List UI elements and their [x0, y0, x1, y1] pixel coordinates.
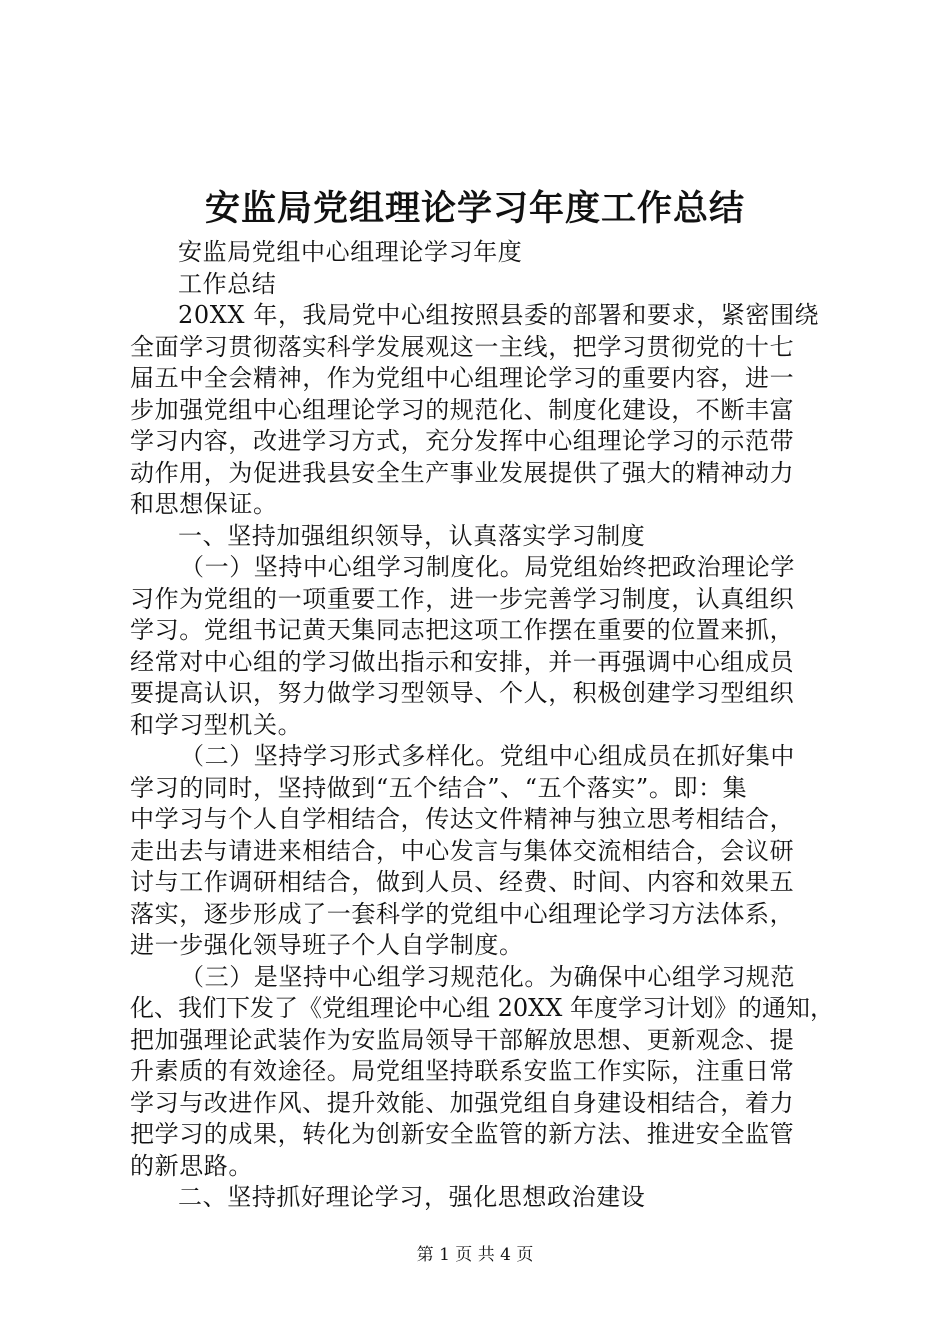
paragraph-line: 学习。党组书记黄天集同志把这项工作摆在重要的位置来抓， [130, 616, 795, 644]
paragraph-line: 把加强理论武装作为安监局领导干部解放思想、更新观念、提 [130, 1025, 795, 1054]
paragraph-line: 步加强党组中心组理论学习的规范化、制度化建设，不断丰富 [130, 395, 795, 424]
paragraph-line: （一）坚持中心组学习制度化。局党组始终把政治理论学 [180, 553, 795, 581]
paragraph-line: 落实，逐步形成了一套科学的党组中心组理论学习方法体系， [130, 899, 795, 928]
paragraph-line: 学习内容，改进学习方式，充分发挥中心组理论学习的示范带 [130, 427, 795, 455]
paragraph-line: 把学习的成果，转化为创新安全监管的新方法、推进安全监管 [130, 1120, 795, 1148]
paragraph-line: 动作用，为促进我县安全生产事业发展提供了强大的精神动力 [130, 458, 795, 487]
subtitle-line: 安监局党组中心组理论学习年度 [178, 238, 523, 266]
paragraph-line: 化、我们下发了《党组理论中心组 20XX 年度学习计划》的通知， [130, 994, 834, 1022]
section-heading: 一、坚持加强组织领导，认真落实学习制度 [178, 521, 646, 550]
paragraph-line: 升素质的有效途径。局党组坚持联系安监工作实际，注重日常 [130, 1057, 795, 1085]
paragraph-line: 20XX 年，我局党中心组按照县委的部署和要求，紧密围绕 [178, 301, 820, 329]
paragraph-line: 和思想保证。 [130, 490, 278, 518]
document-body [130, 237, 834, 1214]
paragraph-line: 全面学习贯彻落实科学发展观这一主线，把学习贯彻党的十七 [130, 332, 795, 361]
subtitle-line: 工作总结 [178, 269, 277, 298]
paragraph-line: 进一步强化领导班子个人自学制度。 [130, 931, 524, 959]
paragraph-line: （二）坚持学习形式多样化。党组中心组成员在抓好集中 [180, 742, 795, 770]
paragraph-line: 经常对中心组的学习做出指示和安排，并一再强调中心组成员 [130, 647, 795, 676]
paragraph-line: （三）是坚持中心组学习规范化。为确保中心组学习规范 [180, 962, 795, 991]
paragraph-line: 和学习型机关。 [130, 710, 303, 739]
paragraph-line: 走出去与请进来相结合，中心发言与集体交流相结合，会议研 [130, 836, 795, 865]
page-number-footer: 第 1 页 共 4 页 [416, 1245, 534, 1265]
paragraph-line: 届五中全会精神，作为党组中心组理论学习的重要内容，进一 [130, 364, 795, 392]
document-title: 安监局党组理论学习年度工作总结 [204, 188, 745, 229]
paragraph-line: 学习与改进作风、提升效能、加强党组自身建设相结合，着力 [130, 1088, 795, 1117]
section-heading: 二、坚持抓好理论学习，强化思想政治建设 [178, 1183, 646, 1211]
paragraph-line: 要提高认识，努力做学习型领导、个人，积极创建学习型组织 [130, 679, 795, 707]
paragraph-line: 学习的同时，坚持做到“五个结合”、“五个落实”。即：集 [130, 773, 748, 802]
paragraph-line: 中学习与个人自学相结合，传达文件精神与独立思考相结合， [130, 805, 795, 833]
paragraph-line: 习作为党组的一项重要工作，进一步完善学习制度，认真组织 [130, 584, 795, 613]
paragraph-line: 讨与工作调研相结合，做到人员、经费、时间、内容和效果五 [130, 868, 795, 896]
paragraph-line: 的新思路。 [130, 1151, 253, 1180]
